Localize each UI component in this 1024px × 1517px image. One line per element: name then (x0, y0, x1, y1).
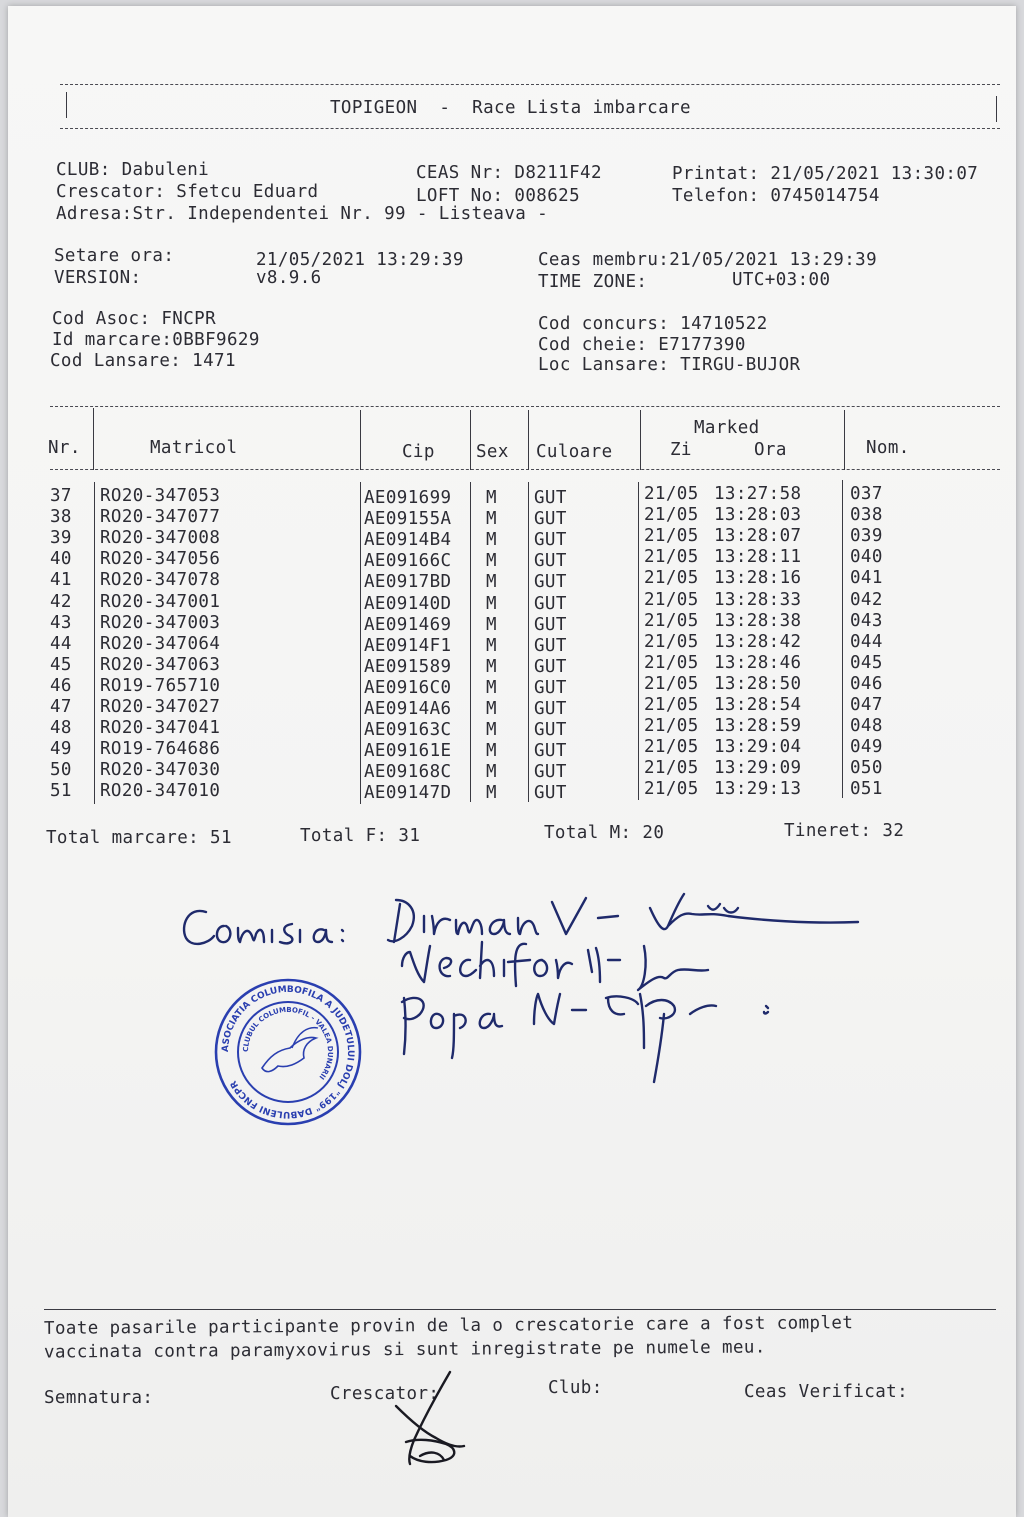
time-zone-label: TIME ZONE: (538, 272, 648, 292)
cell-zi: 21/05 (644, 589, 699, 610)
club-info: CLUB: Dabuleni (56, 160, 210, 180)
table-top-border (50, 406, 1000, 407)
body-sep-sex (528, 482, 529, 802)
cell-nr: 37 (50, 486, 72, 506)
stamp-inner-text: CLUBUL COLUMBOFIL - VALEA DUNARII (241, 1005, 335, 1081)
cell-culoare: GUT (534, 741, 567, 762)
cell-ora: 13:29:09 (714, 758, 802, 779)
semnatura-label: Semnatura: (44, 1388, 154, 1408)
cell-zi: 21/05 (644, 526, 699, 547)
cell-culoare: GUT (534, 720, 567, 741)
cell-matricol: RO20-347041 (100, 718, 221, 739)
cell-nr: 45 (50, 654, 72, 675)
col-sep-culoare (640, 410, 641, 470)
cell-sex: M (486, 656, 497, 677)
col-sep-nr (93, 408, 94, 470)
cell-cip: AE0914F1 (364, 635, 452, 656)
cell-nom: 041 (850, 568, 883, 589)
cell-nom: 046 (850, 673, 883, 694)
cod-asoc-info: Cod Asoc: FNCPR (52, 309, 217, 329)
cell-nr: 47 (50, 697, 72, 717)
cod-concurs-info: Cod concurs: 14710522 (538, 314, 768, 334)
cell-cip: AE09140D (364, 593, 452, 614)
cell-ora: 13:28:46 (714, 652, 802, 673)
cell-zi: 21/05 (644, 484, 699, 504)
cell-matricol: RO20-347027 (100, 697, 221, 717)
club-signature-label: Club: (548, 1378, 603, 1398)
cell-culoare: GUT (534, 656, 567, 677)
header-zi: Zi (670, 440, 692, 460)
header-marked: Marked (694, 418, 760, 438)
cell-ora: 13:28:59 (714, 716, 802, 737)
col-sep-cip (470, 410, 471, 470)
cell-matricol: RO19-764686 (100, 739, 221, 760)
cell-culoare: GUT (534, 509, 567, 530)
declaration-line-1: Toate pasarile participante provin de la o crescatorie care a fost complet (43, 1313, 854, 1339)
cell-matricol: RO20-347064 (100, 633, 221, 654)
cell-matricol: RO20-347077 (100, 507, 221, 528)
cell-zi: 21/05 (644, 758, 699, 779)
cell-nr: 41 (50, 570, 72, 591)
cell-zi: 21/05 (644, 695, 699, 715)
cell-cip: AE091589 (364, 656, 452, 677)
cell-zi: 21/05 (644, 652, 699, 673)
cell-ora: 13:28:16 (714, 568, 802, 589)
cell-sex: M (486, 509, 497, 530)
header-bottom-border (60, 128, 1000, 129)
cell-sex: M (486, 783, 497, 804)
cell-cip: AE09163C (364, 720, 452, 741)
cell-nr: 44 (50, 633, 72, 654)
col-sep-marked (844, 410, 845, 470)
crescator-info: Crescator: Sfetcu Eduard (56, 182, 319, 202)
cell-cip: AE09155A (364, 509, 452, 530)
table-header-border (50, 469, 1000, 470)
crescator-signature (384, 1366, 494, 1480)
cell-culoare: GUT (534, 699, 567, 719)
cell-cip: AE0914A6 (364, 699, 452, 719)
header-matricol: Matricol (150, 438, 238, 458)
cell-matricol: RO20-347063 (100, 654, 221, 675)
cell-ora: 13:28:50 (714, 673, 802, 694)
cell-nom: 048 (850, 716, 883, 737)
cell-nom: 037 (850, 484, 883, 504)
svg-text:ASOCIATIA COLUMBOFILA A JUDETU (221, 985, 355, 1119)
cell-nr: 48 (50, 718, 72, 739)
id-marcare-info: Id marcare:0BBF9629 (52, 330, 260, 350)
cell-zi: 21/05 (644, 610, 699, 631)
cell-nr: 49 (50, 739, 72, 760)
cell-cip: AE0916C0 (364, 677, 452, 698)
setare-label: Setare ora: (54, 246, 175, 266)
cell-ora: 13:28:03 (714, 505, 802, 526)
cell-nom: 039 (850, 526, 883, 547)
cell-matricol: RO20-347010 (100, 781, 221, 802)
version-value: v8.9.6 (256, 268, 322, 288)
cell-ora: 13:27:58 (714, 484, 802, 504)
cell-matricol: RO20-347001 (100, 591, 221, 612)
loc-lansare-info: Loc Lansare: TIRGU-BUJOR (538, 355, 801, 375)
cell-nr: 50 (50, 760, 72, 781)
tineret-total: Tineret: 32 (784, 821, 905, 841)
cell-culoare: GUT (534, 783, 567, 804)
header-culoare: Culoare (536, 442, 613, 462)
body-sep-nr (94, 482, 95, 804)
cell-zi: 21/05 (644, 547, 699, 568)
cell-nom: 051 (850, 779, 883, 800)
cell-ora: 13:29:13 (714, 779, 802, 800)
col-sep-sex (528, 410, 529, 470)
header-sex: Sex (476, 442, 509, 462)
cell-cip: AE0914B4 (364, 530, 452, 551)
cell-nom: 047 (850, 695, 883, 715)
cell-zi: 21/05 (644, 779, 699, 800)
loft-no-info: LOFT No: 008625 (416, 186, 581, 206)
cell-ora: 13:29:04 (714, 737, 802, 758)
header-cip: Cip (402, 442, 435, 462)
cell-ora: 13:28:54 (714, 695, 802, 715)
cell-cip: AE09161E (364, 741, 452, 762)
document-title: TOPIGEON - Race Lista imbarcare (330, 98, 691, 118)
body-sep-matricol (360, 482, 361, 804)
ceas-membru-info: Ceas membru:21/05/2021 13:29:39 (538, 250, 878, 270)
cod-lansare-info: Cod Lansare: 1471 (50, 351, 236, 371)
cell-nr: 46 (50, 675, 72, 696)
cell-matricol: RO20-347008 (100, 528, 221, 549)
stamp-outer-text: ASOCIATIA COLUMBOFILA A JUDETULUI DOLJ "199" DABULENI FNCPR (220, 984, 356, 1120)
cell-cip: AE09147D (364, 783, 452, 804)
cell-nr: 42 (50, 591, 72, 612)
cell-nom: 038 (850, 505, 883, 526)
body-sep-culoare (638, 482, 639, 800)
cell-sex: M (486, 635, 497, 656)
cell-sex: M (486, 572, 497, 593)
cell-sex: M (486, 677, 497, 698)
printat-info: Printat: 21/05/2021 13:30:07 (672, 164, 979, 184)
document-page (8, 6, 1016, 1517)
cell-ora: 13:28:33 (714, 589, 802, 610)
cell-zi: 21/05 (644, 716, 699, 737)
header-right-border (996, 96, 997, 122)
cell-culoare: GUT (534, 572, 567, 593)
crescator-signature-label: Crescator: (330, 1384, 440, 1404)
cell-culoare: GUT (534, 530, 567, 551)
telefon-info: Telefon: 0745014754 (672, 186, 880, 206)
cell-nom: 043 (850, 610, 883, 631)
cell-nr: 39 (50, 528, 72, 549)
cell-matricol: RO20-347056 (100, 549, 221, 570)
cell-sex: M (486, 762, 497, 783)
version-label: VERSION: (54, 268, 142, 288)
cell-sex: M (486, 720, 497, 741)
cell-sex: M (486, 614, 497, 635)
cell-zi: 21/05 (644, 505, 699, 526)
cell-culoare: GUT (534, 614, 567, 635)
cell-nom: 050 (850, 758, 883, 779)
time-zone-value: UTC+03:00 (732, 270, 831, 290)
cell-nom: 049 (850, 737, 883, 758)
cell-culoare: GUT (534, 488, 567, 508)
total-marcare: Total marcare: 51 (46, 828, 232, 848)
cell-sex: M (486, 699, 497, 719)
header-ora: Ora (754, 440, 787, 460)
header-top-border (60, 84, 1000, 85)
cell-nr: 51 (50, 781, 72, 802)
club-stamp (208, 972, 368, 1136)
cell-sex: M (486, 530, 497, 551)
cell-cip: AE091699 (364, 488, 452, 508)
cell-cip: AE091469 (364, 614, 452, 635)
cell-matricol: RO20-347030 (100, 760, 221, 781)
cell-culoare: GUT (534, 551, 567, 572)
declaration-line-2: vaccinata contra paramyxovirus si sunt inregistrate pe numele meu. (43, 1337, 766, 1363)
ceas-verificat-label: Ceas Verificat: (744, 1382, 909, 1402)
cod-cheie-info: Cod cheie: E7177390 (538, 335, 746, 355)
svg-text:CLUBUL COLUMBOFIL - VALEA DUNA (242, 1006, 334, 1081)
header-nom: Nom. (866, 438, 910, 458)
col-sep-matricol (360, 410, 361, 470)
cell-nr: 43 (50, 612, 72, 633)
cell-cip: AE0917BD (364, 572, 452, 593)
cell-zi: 21/05 (644, 631, 699, 652)
cell-sex: M (486, 593, 497, 614)
cell-zi: 21/05 (644, 673, 699, 694)
cell-matricol: RO20-347053 (100, 486, 221, 506)
cell-nom: 040 (850, 547, 883, 568)
cell-nr: 40 (50, 549, 72, 570)
cell-nom: 045 (850, 652, 883, 673)
cell-ora: 13:28:42 (714, 631, 802, 652)
total-m: Total M: 20 (544, 823, 665, 843)
cell-culoare: GUT (534, 762, 567, 783)
header-nr: Nr. (48, 438, 81, 458)
cell-sex: M (486, 551, 497, 572)
cell-nom: 042 (850, 589, 883, 610)
cell-culoare: GUT (534, 593, 567, 614)
cell-culoare: GUT (534, 635, 567, 656)
cell-cip: AE09168C (364, 762, 452, 783)
header-left-border (66, 92, 67, 118)
cell-zi: 21/05 (644, 568, 699, 589)
cell-sex: M (486, 741, 497, 762)
cell-ora: 13:28:07 (714, 526, 802, 547)
cell-matricol: RO20-347003 (100, 612, 221, 633)
cell-nr: 38 (50, 507, 72, 528)
ceas-nr-info: CEAS Nr: D8211F42 (416, 163, 602, 183)
cell-ora: 13:28:11 (714, 547, 802, 568)
cell-matricol: RO19-765710 (100, 675, 221, 696)
body-sep-cip (470, 482, 471, 802)
cell-zi: 21/05 (644, 737, 699, 758)
cell-cip: AE09166C (364, 551, 452, 572)
cell-matricol: RO20-347078 (100, 570, 221, 591)
adresa-info: Adresa:Str. Independentei Nr. 99 - Listeava - (56, 204, 549, 224)
cell-culoare: GUT (534, 677, 567, 698)
footer-rule (44, 1309, 996, 1310)
cell-sex: M (486, 488, 497, 508)
cell-nom: 044 (850, 631, 883, 652)
setare-value: 21/05/2021 13:29:39 (256, 250, 464, 270)
total-f: Total F: 31 (300, 826, 421, 846)
cell-ora: 13:28:38 (714, 610, 802, 631)
body-sep-marked (842, 480, 843, 798)
